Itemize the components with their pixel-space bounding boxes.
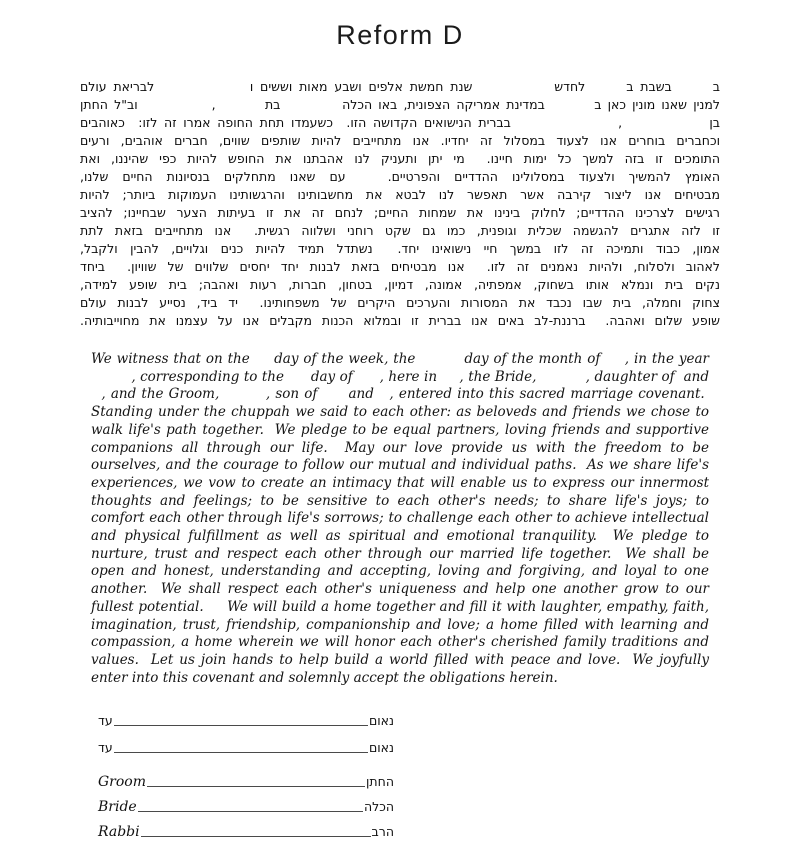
hebrew-line: נקים בית ונמלא אותו בשחוק, אמפתיה, אמונה, דמיון, בטחון, חברות, רעות ואהבה; בית שופע למידה, <box>80 277 720 292</box>
bride-label: Bride <box>98 799 137 816</box>
rabbi-hebrew-label: הרב <box>371 824 394 840</box>
hebrew-line: וכחברים בוחרים אנו לצעוד במסלול זה יחדיו. אנו מתחייבים להיות שותפים שווים, חברים אוהבים, ורעים <box>80 133 720 148</box>
witness-1-signature-line[interactable] <box>114 724 368 726</box>
hebrew-line: צחוק וחמלה, בית שבו נכבד את המסורות והערכים היקרים של משפחותינו. יד ביד, נסייע לבנות עולם <box>80 295 720 310</box>
witness-1-signature-row <box>98 703 394 730</box>
hebrew-line: שופע שלום ואהבה. ברננת-לב באים אנו בברית זו ובמלוא הכנות מקבלים אנו על עצמנו את מחוייבותיה. <box>80 313 720 328</box>
witness-2-signature-row <box>98 730 394 757</box>
hebrew-line: בן , בברית הנישואים הקדושה הזו. כשעמדו תחת החופה אמרו זה לזו: כאוהבים <box>80 115 720 130</box>
groom-label: Groom <box>98 774 147 791</box>
witness-2-signature-line[interactable] <box>114 751 368 753</box>
rabbi-signature-row <box>98 816 394 841</box>
witness-2-hebrew-label: נאום <box>368 740 394 756</box>
signature-section <box>98 703 394 841</box>
witness-2-label: עד <box>98 740 113 756</box>
document-title: Reform D <box>336 20 464 50</box>
english-text-block: We witness that on the day of the week, the day of the month of , in the year , corresponding to the day of , here in , the Bride, , daughter of and , and the Groom, , son of and , entered into this sacred marriage covenant. Standing under the chuppah we said to each other: as beloveds and friends we chose to walk life's path together. We pledge to be equal partners, loving friends and supportive companions all through our life. May our love provide us with the freedom to be ourselves, and the courage to follow our mutual and individual paths. As we share life's experiences, we vow to create an intimacy that will enable us to express our innermost thoughts and feelings; to be sensitive to each other's needs; to share life's joys; to comfort each other through life's sorrows; to challenge each other to achieve intellectual and physical fulfillment as well as spiritual and emotional tranquility. We pledge to nurture, trust and respect each other through our married life together. We shall be open and honest, understanding and accepting, loving and forgiving, and loyal to one another. We shall respect each other's uniqueness and help one another grow to our fullest potential. We will build a home together and fill it with laughter, empathy, faith, imagination, trust, friendship, companionship and love; a home filled with learning and compassion, a home wherein we will honor each other's cherished family traditions and values. Let us join hands to help build a world filled with peace and love. We joyfully enter into this covenant and solemnly accept the obligations herein. <box>91 351 709 686</box>
signature-group-gap <box>98 757 394 766</box>
witness-1-label: עד <box>98 713 113 729</box>
rabbi-signature-line[interactable] <box>141 835 371 837</box>
hebrew-line: התומכים זו בזה למשך כל ימות חיינו. מי יתן ותעניק לנו אהבתנו את החופש להיות כפי שהיננו, ואת <box>80 151 720 166</box>
hebrew-line: אמון, כבוד ותמיכה זה לזו במשך חיי נישואינו יחד. נשתדל תמיד להיות כנים וגלויים, להבין ולקבל, <box>80 241 720 256</box>
bride-signature-row <box>98 791 394 816</box>
hebrew-text-block <box>80 78 720 330</box>
hebrew-line: ב בשבת ב לחדש שנת חמשת אלפים ושבע מאות וששים ו לבריאת עולם <box>80 79 720 94</box>
hebrew-line: האומץ להמשיך ולצעוד במסלולינו ההדדיים והפרטיים. עם שאנו מתחלקים בנסיונות החיים שלנו, <box>80 169 720 184</box>
hebrew-line: מבטיחים אנו ליצור קירבה אשר תאפשר לנו לבטא את מחשבותינו והרגשותינו העמוקות ביותר; להיות <box>80 187 720 202</box>
rabbi-label: Rabbi <box>98 824 140 841</box>
groom-hebrew-label: החתן <box>366 774 394 790</box>
bride-hebrew-label: הכלה <box>363 799 394 815</box>
hebrew-line: זו לזה אתגרים להגשמה שכלית וגופנית, כמו גם שקט רוחני ושלווה רגשית. אנו מתחייבים בזאת לתת <box>80 223 720 238</box>
bride-signature-line[interactable] <box>138 810 363 812</box>
groom-signature-line[interactable] <box>147 785 365 787</box>
hebrew-line: למנין שאנו מונין כאן ב במדינת אמריקה הצפונית, באו הכלה בת , וב"ל החתן <box>80 97 720 112</box>
hebrew-line: לאהוב ולסלוח, ולהיות נאמנים זה לזו. אנו מבטיחים בזאת לבנות יחד יחסים שלווים של שוויון. ביחד <box>80 259 720 274</box>
groom-signature-row <box>98 766 394 791</box>
hebrew-line: רגישים לצרכינו ההדדיים; לחלוק בינינו את שמחות החיים; לנחם זה את זו בעיתות הצער שבחיינו; להציב <box>80 205 720 220</box>
witness-1-hebrew-label: נאום <box>368 713 394 729</box>
ketubah-document <box>0 20 800 841</box>
